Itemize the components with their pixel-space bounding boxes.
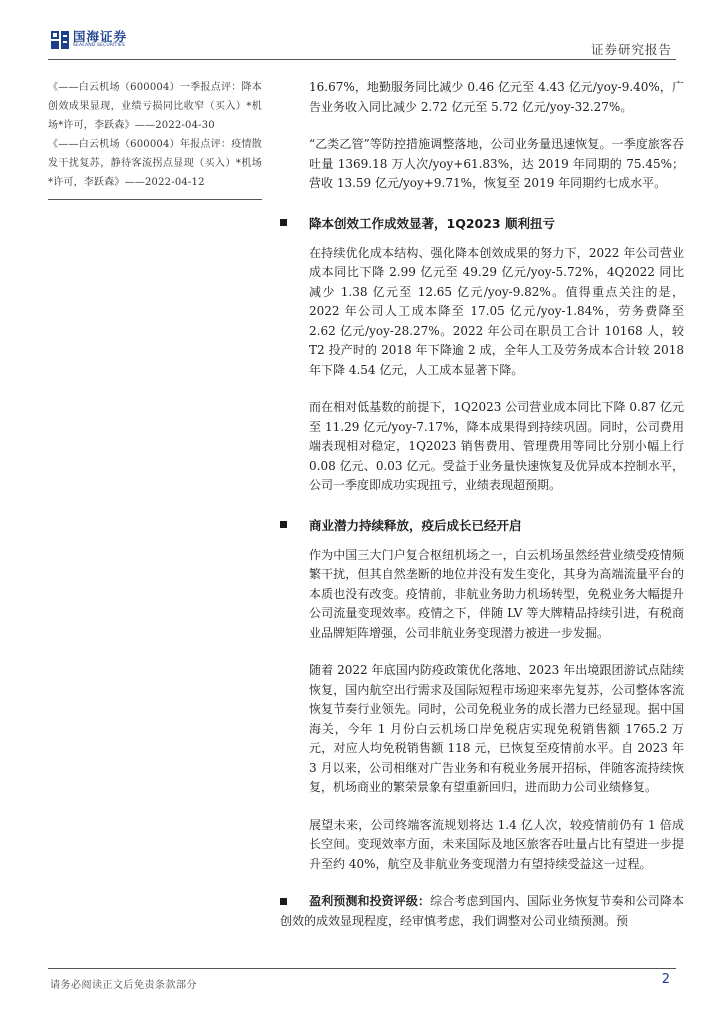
logo-en-text: SEALAND SECURITIES	[73, 43, 125, 49]
main-content	[280, 78, 684, 931]
page-header	[0, 0, 724, 60]
paragraph-hub-airport: 作为中国三大门户复合枢纽机场之一，白云机场虽然经营业绩受疫情频繁干扰，但其自然垄断的地位并没有发生变化，其身为高端流量平台的本质也没有改变。疫情前，非航业务助力机场转型，免税业务大幅提升公司流量变现效率。疫情之下，伴随 LV 等大牌精品持续引进，有税商业品牌矩阵增强，公司非航业务变现潜力被进一步发掘。	[309, 547, 684, 640]
paragraph-duty-free-recovery: 随着 2022 年底国内防疫政策优化落地、2023 年出境跟团游试点陆续恢复，国内航空出行需求及国际短程市场迎来率先复苏，公司整体客流恢复节奏行业领先。同时，公司免税业务的成长潜力已经显现。据中国海关，今年 1 月份白云机场口岸免税店实现免税销售额 1765.2 万元，对应人均免税销售额 118 元，已恢复至疫情前水平。自 2023 年 3 月以来，公司相继对广告业务和有税业务展开招标，伴随客流持续恢复，机场商业的繁荣景象有望重新回归，进而助力公司业绩修复。	[309, 663, 684, 794]
logo-cn-text: 国海证券	[73, 28, 128, 44]
paragraph-outlook: 展望未来，公司终端客流规划将达 1.4 亿人次，较疫情前仍有 1 倍成长空间。变现效率方面，未来国际及地区旅客吞吐量占比有望进一步提升至约 40%，航空及非航业务变现潜力有望持续受益这一过程。	[309, 817, 684, 871]
section-heading-cost-reduction	[280, 214, 684, 232]
section-heading-text: 降本创效工作成效显著，1Q2023 顺利扭亏	[309, 215, 555, 231]
square-bullet-icon	[280, 521, 287, 528]
related-reports-sidebar	[48, 78, 262, 192]
section-heading-commercial-potential	[280, 516, 684, 534]
sidebar-divider	[48, 199, 262, 200]
header-divider	[48, 59, 676, 60]
disclaimer-note: 请务必阅读正文后免责条款部分	[50, 980, 197, 991]
section-heading-text: 商业潜力持续释放，疫后成长已经开启	[309, 517, 522, 533]
forecast-text: 综合考虑到国内、国际业务恢复节奏和公司降本创效的成效显现程度，经审慎考虑，我们调整对公司业绩预测。预	[280, 894, 684, 928]
company-logo	[50, 30, 127, 50]
related-report-1[interactable]: 《——白云机场（600004）一季报点评：降本创效成果显现，业绩亏损同比收窄（买入）*机场*许可，李跃森》——2022-04-30	[48, 82, 262, 131]
paragraph-earnings-forecast	[280, 892, 684, 931]
paragraph-q1-recovery: “乙类乙管”等防控措施调整落地，公司业务量迅速恢复。一季度旅客吞吐量 1369.18 万人次/yoy+61.83%，达 2019 年同期的 75.45%；营收 13.59 亿元/yoy+9.71%，恢复至 2019 年同期约七成水平。	[309, 137, 684, 190]
document-type-label: 证券研究报告	[590, 42, 672, 57]
related-report-2[interactable]: 《——白云机场（600004）年报点评：疫情散发干扰复苏，静待客流拐点显现（买入）*机场*许可，李跃森》——2022-04-12	[48, 139, 262, 188]
paragraph-cost-structure: 在持续优化成本结构、强化降本创效成果的努力下，2022 年公司营业成本同比下降 2.99 亿元至 49.29 亿元/yoy-5.72%，4Q2022 同比减少 1.38 亿元至 12.65 亿元/yoy-9.82%。值得重点关注的是，2022 年公司人工成本降至 17.05 亿元/yoy-1.84%，劳务费降至 2.62 亿元/yoy-28.27%。2022 年公司在职员工合计 10168 人，较 T2 投产时的 2018 年下降逾 2 成，全年人工及劳务成本合计较 2018 年下降 4.54 亿元，人工成本显著下降。	[309, 245, 684, 377]
page-number: 2	[661, 972, 670, 987]
footer-divider	[48, 968, 676, 969]
logo-mark-icon	[50, 30, 70, 50]
forecast-lead: 盈利预测和投资评级：	[309, 894, 431, 908]
paragraph-revenue-breakdown: 16.67%，地勤服务同比减少 0.46 亿元至 4.43 亿元/yoy-9.40%，广告业务收入同比减少 2.72 亿元至 5.72 亿元/yoy-32.27%。	[309, 80, 684, 114]
paragraph-q1-turnaround: 而在相对低基数的前提下，1Q2023 公司营业成本同比下降 0.87 亿元至 11.29 亿元/yoy-7.17%，降本成果得到持续巩固。同时，公司费用端表现相对稳定，1Q2023 销售费用、管理费用等同比分别小幅上行 0.08 亿元、0.03 亿元。受益于业务量快速恢复及优异成本控制水平，公司一季度即成功实现扭亏，业绩表现超预期。	[309, 400, 684, 492]
square-bullet-icon	[280, 898, 287, 905]
square-bullet-icon	[280, 219, 287, 226]
